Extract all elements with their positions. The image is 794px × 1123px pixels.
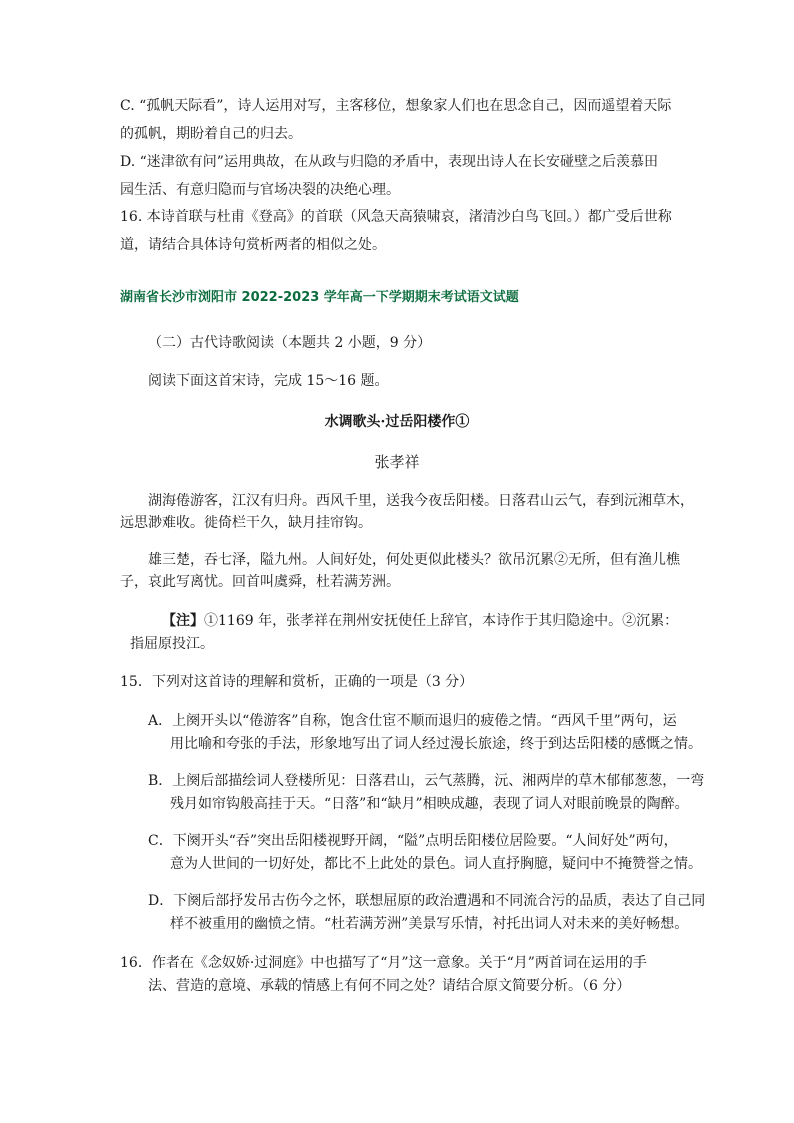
poem-title: 水调歌头·过岳阳楼作① xyxy=(324,414,470,430)
question-16-prev-line-2: 道，请结合具体诗句赏析两者的相似之处。 xyxy=(120,237,386,253)
option-d-line-2: 园生活、有意归隐而与官场决裂的决绝心理。 xyxy=(120,182,400,198)
question-15-option-d-line-2: 样不被重用的幽愤之情。“杜若满芳洲”美景写乐情，衬托出词人对未来的美好畅想。 xyxy=(170,916,689,932)
question-15-option-b-line-1: B．上阕后部描绘词人登楼所见：日落君山，云气蒸腾，沅、湘两岸的草木郁郁葱葱，一弯 xyxy=(148,773,705,789)
question-16-line-2: 法、营造的意境、承载的情感上有何不同之处？请结合原文简要分析。（6 分） xyxy=(148,978,631,994)
note-line-2: 指屈原投江。 xyxy=(130,636,214,652)
option-c-line-1: C. “孤帆天际看”，诗人运用对写，主客移位，想象家人们也在思念自己，因而遥望着天际 xyxy=(120,98,672,114)
poem-stanza-2-line-2: 子，哀此写离忧。回首叫虞舜，杜若满芳洲。 xyxy=(120,574,400,590)
poem-stanza-2-line-1: 雄三楚，吞七泽，隘九州。人间好处，何处更似此楼头？欲吊沉累②无所，但有渔儿樵 xyxy=(148,552,680,568)
question-15-option-c-line-1: C．下阕开头“吞”突出岳阳楼视野开阔，“隘”点明岳阳楼位居险要。“人间好处”两句， xyxy=(148,833,678,849)
note-text: ①1169 年，张孝祥在荆州安抚使任上辞官，本诗作于其归隐途中。②沉累： xyxy=(204,613,679,629)
question-16-prev-line-1: 16. 本诗首联与杜甫《登高》的首联（风急天高猿啸哀，渚清沙白鸟飞回。）都广受后世称 xyxy=(120,209,672,225)
poem-stanza-1-line-1: 湖海倦游客，江汉有归舟。西风千里，送我今夜岳阳楼。日落君山云气，春到沅湘草木， xyxy=(148,493,694,509)
question-15-option-b-line-2: 残月如帘钩般高挂于天。“日落”和“缺月”相映成趣，表现了词人对眼前晚景的陶醉。 xyxy=(170,796,689,812)
poem-stanza-1-line-2: 远思渺难收。徙倚栏干久，缺月挂帘钩。 xyxy=(120,515,372,531)
instruction: 阅读下面这首宋诗，完成 15～16 题。 xyxy=(148,373,389,389)
exam-heading: 湖南省长沙市浏阳市 2022-2023 学年高一下学期期末考试语文试题 xyxy=(120,290,519,305)
option-c-line-2: 的孤帆，期盼着自己的归去。 xyxy=(120,126,302,142)
question-15-option-a-line-1: A．上阕开头以“倦游客”自称，饱含仕宦不顺而退归的疲倦之情。“西风千里”两句，运 xyxy=(148,713,677,729)
question-16-line-1: 16．作者在《念奴娇·过洞庭》中也描写了“月”这一意象。关于“月”两首词在运用的手 xyxy=(120,955,647,971)
note-line-1 xyxy=(162,611,678,631)
section-label: （二）古代诗歌阅读（本题共 2 小题，9 分） xyxy=(148,335,432,351)
note-label: 【注】 xyxy=(162,613,204,629)
question-15-stem: 15．下列对这首诗的理解和赏析，正确的一项是（3 分） xyxy=(120,674,474,690)
poem-author: 张孝祥 xyxy=(374,453,420,471)
question-15-option-c-line-2: 意为人世间的一切好处，都比不上此处的景色。词人直抒胸臆，疑问中不掩赞誉之情。 xyxy=(170,856,702,872)
option-d-line-1: D. “迷津欲有问”运用典故，在从政与归隐的矛盾中，表现出诗人在长安碰壁之后羡慕田 xyxy=(120,154,658,170)
question-15-option-a-line-2: 用比喻和夸张的手法，形象地写出了词人经过漫长旅途，终于到达岳阳楼的感慨之情。 xyxy=(170,736,702,752)
question-15-option-d-line-1: D．下阕后部抒发吊古伤今之怀，联想屈原的政治遭遇和不同流合污的品质，表达了自己同 xyxy=(148,893,706,909)
